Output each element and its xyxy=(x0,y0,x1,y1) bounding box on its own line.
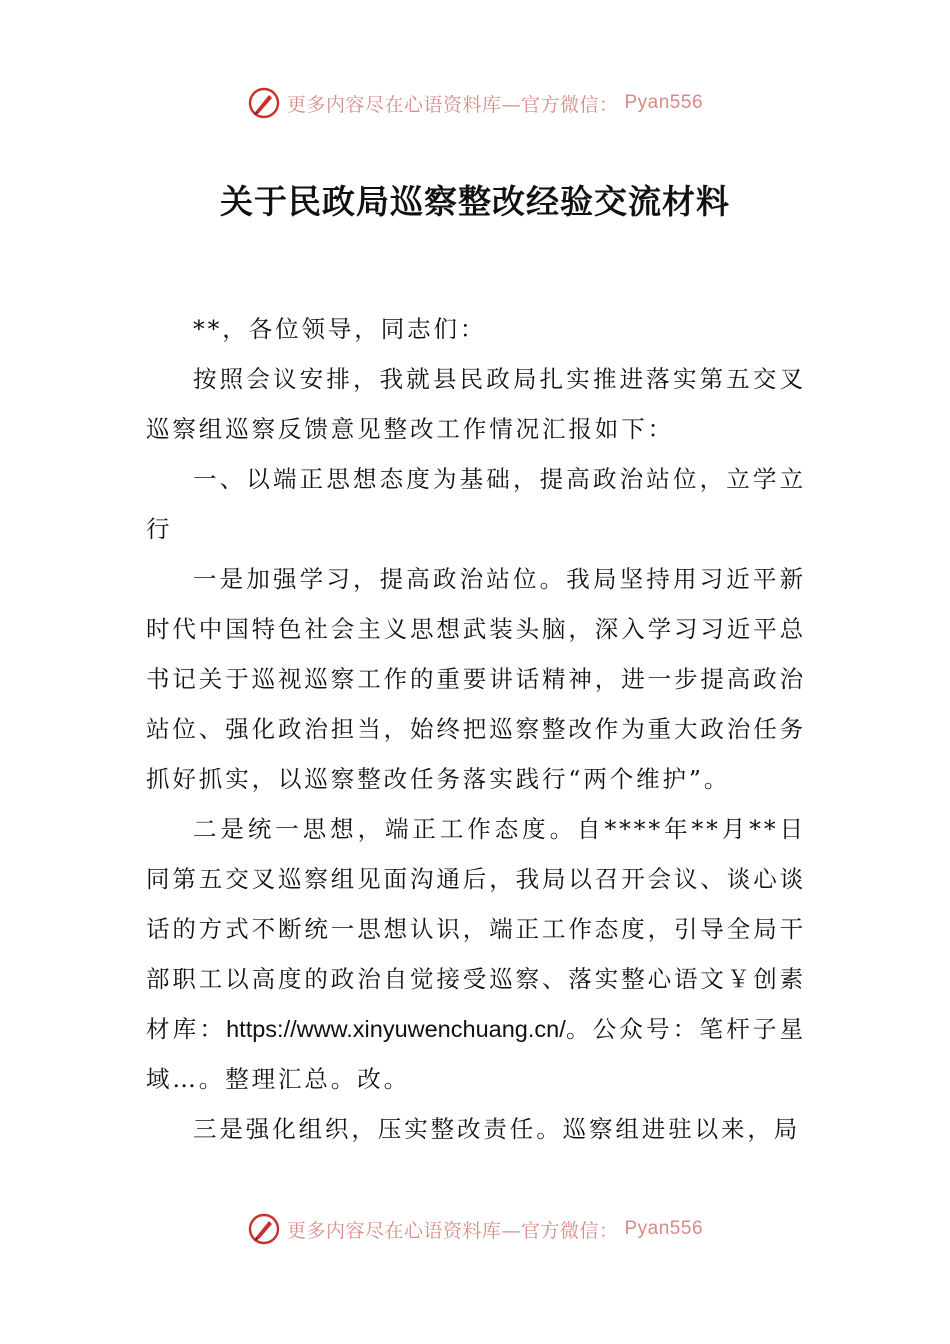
body-paragraph-2 xyxy=(146,804,806,1104)
website-link[interactable]: https://www.xinyuwenchuang.cn/ xyxy=(226,1016,566,1042)
pen-circle-logo-icon xyxy=(247,86,281,120)
header-watermark xyxy=(0,86,950,120)
document-body xyxy=(146,304,806,1154)
paragraph-text: 。公众号：笔杆子星域…。整理汇总。改。 xyxy=(146,1015,806,1093)
document-title: 关于民政局巡察整改经验交流材料 xyxy=(220,182,730,221)
watermark-wechat-id: Pyan556 xyxy=(624,1218,704,1239)
watermark-wechat-id: Pyan556 xyxy=(624,92,704,113)
body-paragraph-3: 三是强化组织，压实整改责任。巡察组进驻以来，局 xyxy=(193,1115,801,1143)
section-heading-1: 一、以端正思想态度为基础，提高政治站位，立学立行 xyxy=(146,465,806,543)
body-paragraph-1: 一是加强学习，提高政治站位。我局坚持用习近平新时代中国特色社会主义思想武装头脑，深入学习习近平总书记关于巡视巡察工作的重要讲话精神，进一步提高政治站位、强化政治担当，始终把巡察整改作为重大政治任务抓好抓实，以巡察整改任务落实践行“两个维护”。 xyxy=(146,565,806,793)
watermark-text: 更多内容尽在心语资料库—官方微信： xyxy=(286,93,619,116)
footer-watermark xyxy=(0,1212,950,1246)
greeting-paragraph: **，各位领导，同志们： xyxy=(193,315,487,343)
paragraph-text: 二是统一思想，端正工作态度。自****年**月**日同第五交叉巡察组见面沟通后，我局以召开会议、谈心谈话的方式不断统一思想认识，端正工作态度，引导全局干部职工以高度的政治自觉接受巡察、落实整心语文￥创素材库： xyxy=(146,815,806,1043)
pen-circle-logo-icon xyxy=(247,1212,281,1246)
watermark-text: 更多内容尽在心语资料库—官方微信： xyxy=(286,1219,619,1242)
intro-paragraph: 按照会议安排，我就县民政局扎实推进落实第五交叉巡察组巡察反馈意见整改工作情况汇报如下： xyxy=(146,365,806,443)
